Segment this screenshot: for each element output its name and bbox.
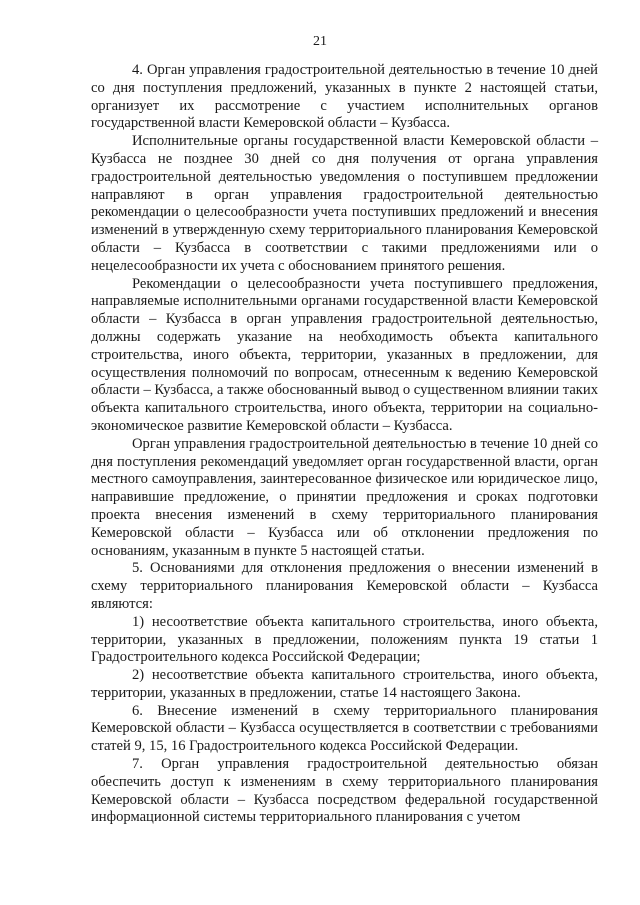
paragraph-ground-2: 2) несоответствие объекта капитального строительства, иного объекта, территории, указанных в предложении, статье 14 настоящего Закона. <box>91 667 598 701</box>
paragraph-item-6-amendments: 6. Внесение изменений в схему территориального планирования Кемеровской области – Кузбасса осуществляется в соответствии с требованиями статей 9, 15, 16 Градостроительного кодекса Российской Федерации. <box>91 702 598 755</box>
page-number: 21 <box>313 34 327 49</box>
paragraph-notification: Орган управления градостроительной деятельностью в течение 10 дней со дня поступления рекомендаций уведомляет орган государственной власти, орган местного самоуправления, заинтересованное физическое или юридическое лицо, направившие предложение, о принятии предложения и сроках подготовки проекта внесения изменений в схему территориального планирования Кемеровской области – Кузбасса или об отклонении предложения по основаниям, указанным в пункте 5 настоящей статьи. <box>91 435 598 559</box>
paragraph-item-5-grounds: 5. Основаниями для отклонения предложения о внесении изменений в схему территориального планирования Кемеровской области – Кузбасса являются: <box>91 560 598 612</box>
paragraph-executive-recommendations: Исполнительные органы государственной власти Кемеровской области – Кузбасса не позднее 30 дней со дня получения от органа управления градостроительной деятельностью уведомления о поступившем предложении направляют в орган управления градостроительной деятельностью рекомендации о целесообразности учета поступивших предложений и внесения изменений в утвержденную схему территориального планирования Кемеровской области – Кузбасса в соответствии с такими предложениями или о нецелесообразности их учета с обоснованием принятого решения. <box>91 133 598 274</box>
paragraph-recommendation-content: Рекомендации о целесообразности учета поступившего предложения, направляемые исполнительными органами государственной власти Кемеровской области – Кузбасса в орган управления градостроительной деятельностью, должны содержать указание на необходимость объекта капитального строительства, иного объекта, территории, указанных в предложении, для осуществления полномочий по вопросам, отнесенным к ведению Кемеровской области – Кузбасса, а также обоснованный вывод о существенном влиянии таких объекта капитального строительства, иного объекта, территории на социально-экономическое развитие Кемеровской области – Кузбасса. <box>91 275 598 434</box>
document-body <box>91 62 598 827</box>
paragraph-item-7-access: 7. Орган управления градостроительной деятельностью обязан обеспечить доступ к изменениям в схему территориального планирования Кемеровской области – Кузбасса посредством федеральной государственной информационной системы территориального планирования с учетом <box>91 756 598 826</box>
paragraph-ground-1: 1) несоответствие объекта капитального строительства, иного объекта, территории, указанных в предложении, положениям пункта 19 статьи 1 Градостроительного кодекса Российской Федерации; <box>91 613 598 666</box>
paragraph-item-4-review: 4. Орган управления градостроительной деятельностью в течение 10 дней со дня поступления предложений, указанных в пункте 2 настоящей статьи, организует их рассмотрение с участием исполнительных органов государственной власти Кемеровской области – Кузбасса. <box>91 62 598 132</box>
